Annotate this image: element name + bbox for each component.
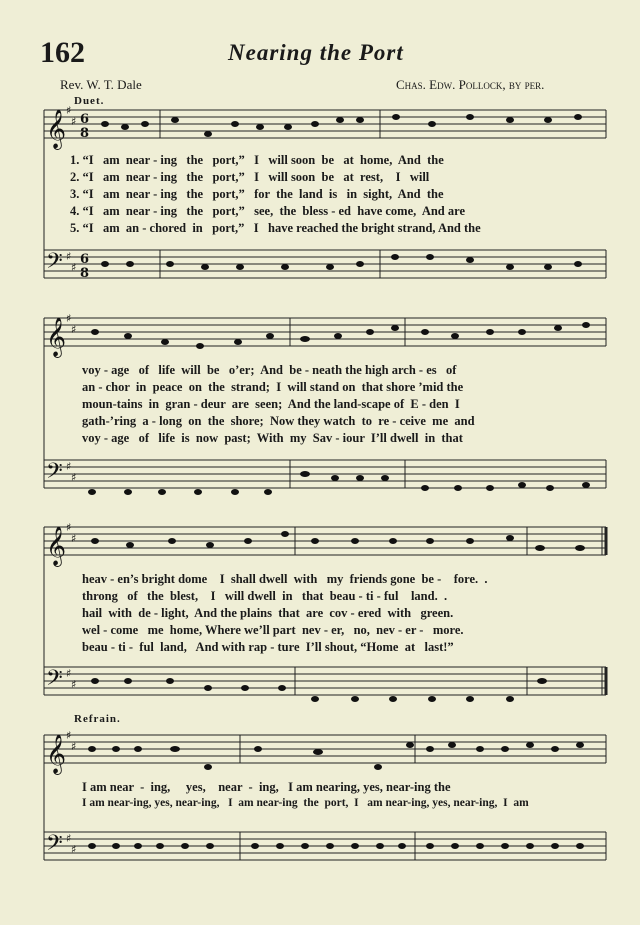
verse-1-line-1: 1. “I am near - ing the port,” I will soon be at home, And the [70, 153, 444, 167]
verse-2-line-3: throng of the blest, I will dwell in that beau - ti - ful land. . [82, 589, 448, 603]
verse-3-line-3: hail with de - light, And the plains that are cov - ered with green. [82, 606, 454, 620]
verse-3-line-1: 3. “I am near - ing the port,” for the land is in sight, And the [70, 187, 444, 201]
verse-5-line-1: 5. “I am an - chored in port,” I have reached the bright strand, And the [70, 221, 481, 235]
svg-text:♯: ♯ [71, 532, 77, 545]
duet-label: Duet. [74, 95, 105, 107]
svg-text:♯: ♯ [66, 521, 72, 534]
verse-4-line-2: gath-’ring a - long on the shore; Now they watch to re - ceive me and [82, 414, 475, 428]
verse-3-line-2: moun-tains in gran - deur are seen; And the land-scape of E - den I [82, 397, 460, 411]
verse-5-line-2: voy - age of life is now past; With my Sav - iour I’ll dwell in that [82, 431, 463, 445]
verse-2-line-1: 2. “I am near - ing the port,” I will soon be at rest, I will [70, 170, 430, 184]
svg-text:♯: ♯ [66, 460, 72, 473]
svg-text:6: 6 [80, 112, 90, 127]
treble-clef-icon: 𝄞 [46, 109, 67, 149]
svg-text:♯: ♯ [66, 250, 72, 263]
verse-2-line-2: an - chor in peace on the strand; I will stand on that shore ’mid the [82, 380, 464, 394]
bass-clef-icon: 𝄢 [46, 831, 63, 861]
svg-text:♯: ♯ [71, 843, 77, 856]
svg-text:♯: ♯ [71, 740, 77, 753]
staff-treble-4 [44, 735, 606, 763]
bass-clef-icon: 𝄢 [46, 249, 63, 279]
svg-text:♯: ♯ [71, 323, 77, 336]
verse-1-line-2: voy - age of life will be o’er; And be - neath the high arch - es of [82, 363, 457, 377]
svg-text:♯: ♯ [66, 729, 72, 742]
svg-text:♯: ♯ [66, 104, 72, 117]
svg-text:6: 6 [80, 252, 90, 267]
staff-bass-4 [44, 832, 606, 860]
bass-clef-icon: 𝄢 [46, 459, 63, 489]
refrain-label: Refrain. [74, 713, 121, 725]
svg-text:8: 8 [80, 266, 90, 281]
svg-text:♯: ♯ [71, 678, 77, 691]
svg-text:8: 8 [80, 126, 90, 141]
treble-clef-icon: 𝄞 [46, 317, 67, 357]
verse-4-line-1: 4. “I am near - ing the port,” see, the bless - ed have come, And are [70, 204, 465, 218]
staff-treble-1 [44, 110, 606, 138]
svg-text:♯: ♯ [71, 471, 77, 484]
hymn-title: Nearing the Port [228, 40, 404, 65]
staff-treble-3 [44, 527, 606, 555]
svg-text:♯: ♯ [71, 261, 77, 274]
refrain-lyric-upper: I am near - ing, yes, near - ing, I am nearing, yes, near-ing the [82, 780, 451, 794]
svg-text:♯: ♯ [66, 312, 72, 325]
verse-4-line-3: wel - come me home, Where we’ll part nev - er, no, nev - er - more. [82, 623, 464, 637]
refrain-lyric-lower: I am near-ing, yes, near-ing, I am near-ing the port, I am near-ing, yes, near-ing, I am [82, 797, 529, 809]
treble-clef-icon: 𝄞 [46, 734, 67, 774]
verse-5-line-3: beau - ti - ful land, And with rap - ture I’ll shout, “Home at last!” [82, 640, 454, 654]
svg-text:♯: ♯ [71, 115, 77, 128]
composer-credit: Chas. Edw. Pollock, by per. [396, 77, 545, 92]
lyricist-credit: Rev. W. T. Dale [60, 77, 142, 92]
svg-text:♯: ♯ [66, 667, 72, 680]
svg-text:♯: ♯ [66, 832, 72, 845]
verse-1-line-3: heav - en’s bright dome I shall dwell with my friends gone be - fore. . [82, 572, 488, 586]
hymn-number: 162 [40, 36, 85, 69]
bass-clef-icon: 𝄢 [46, 666, 63, 696]
treble-clef-icon: 𝄞 [46, 526, 67, 566]
